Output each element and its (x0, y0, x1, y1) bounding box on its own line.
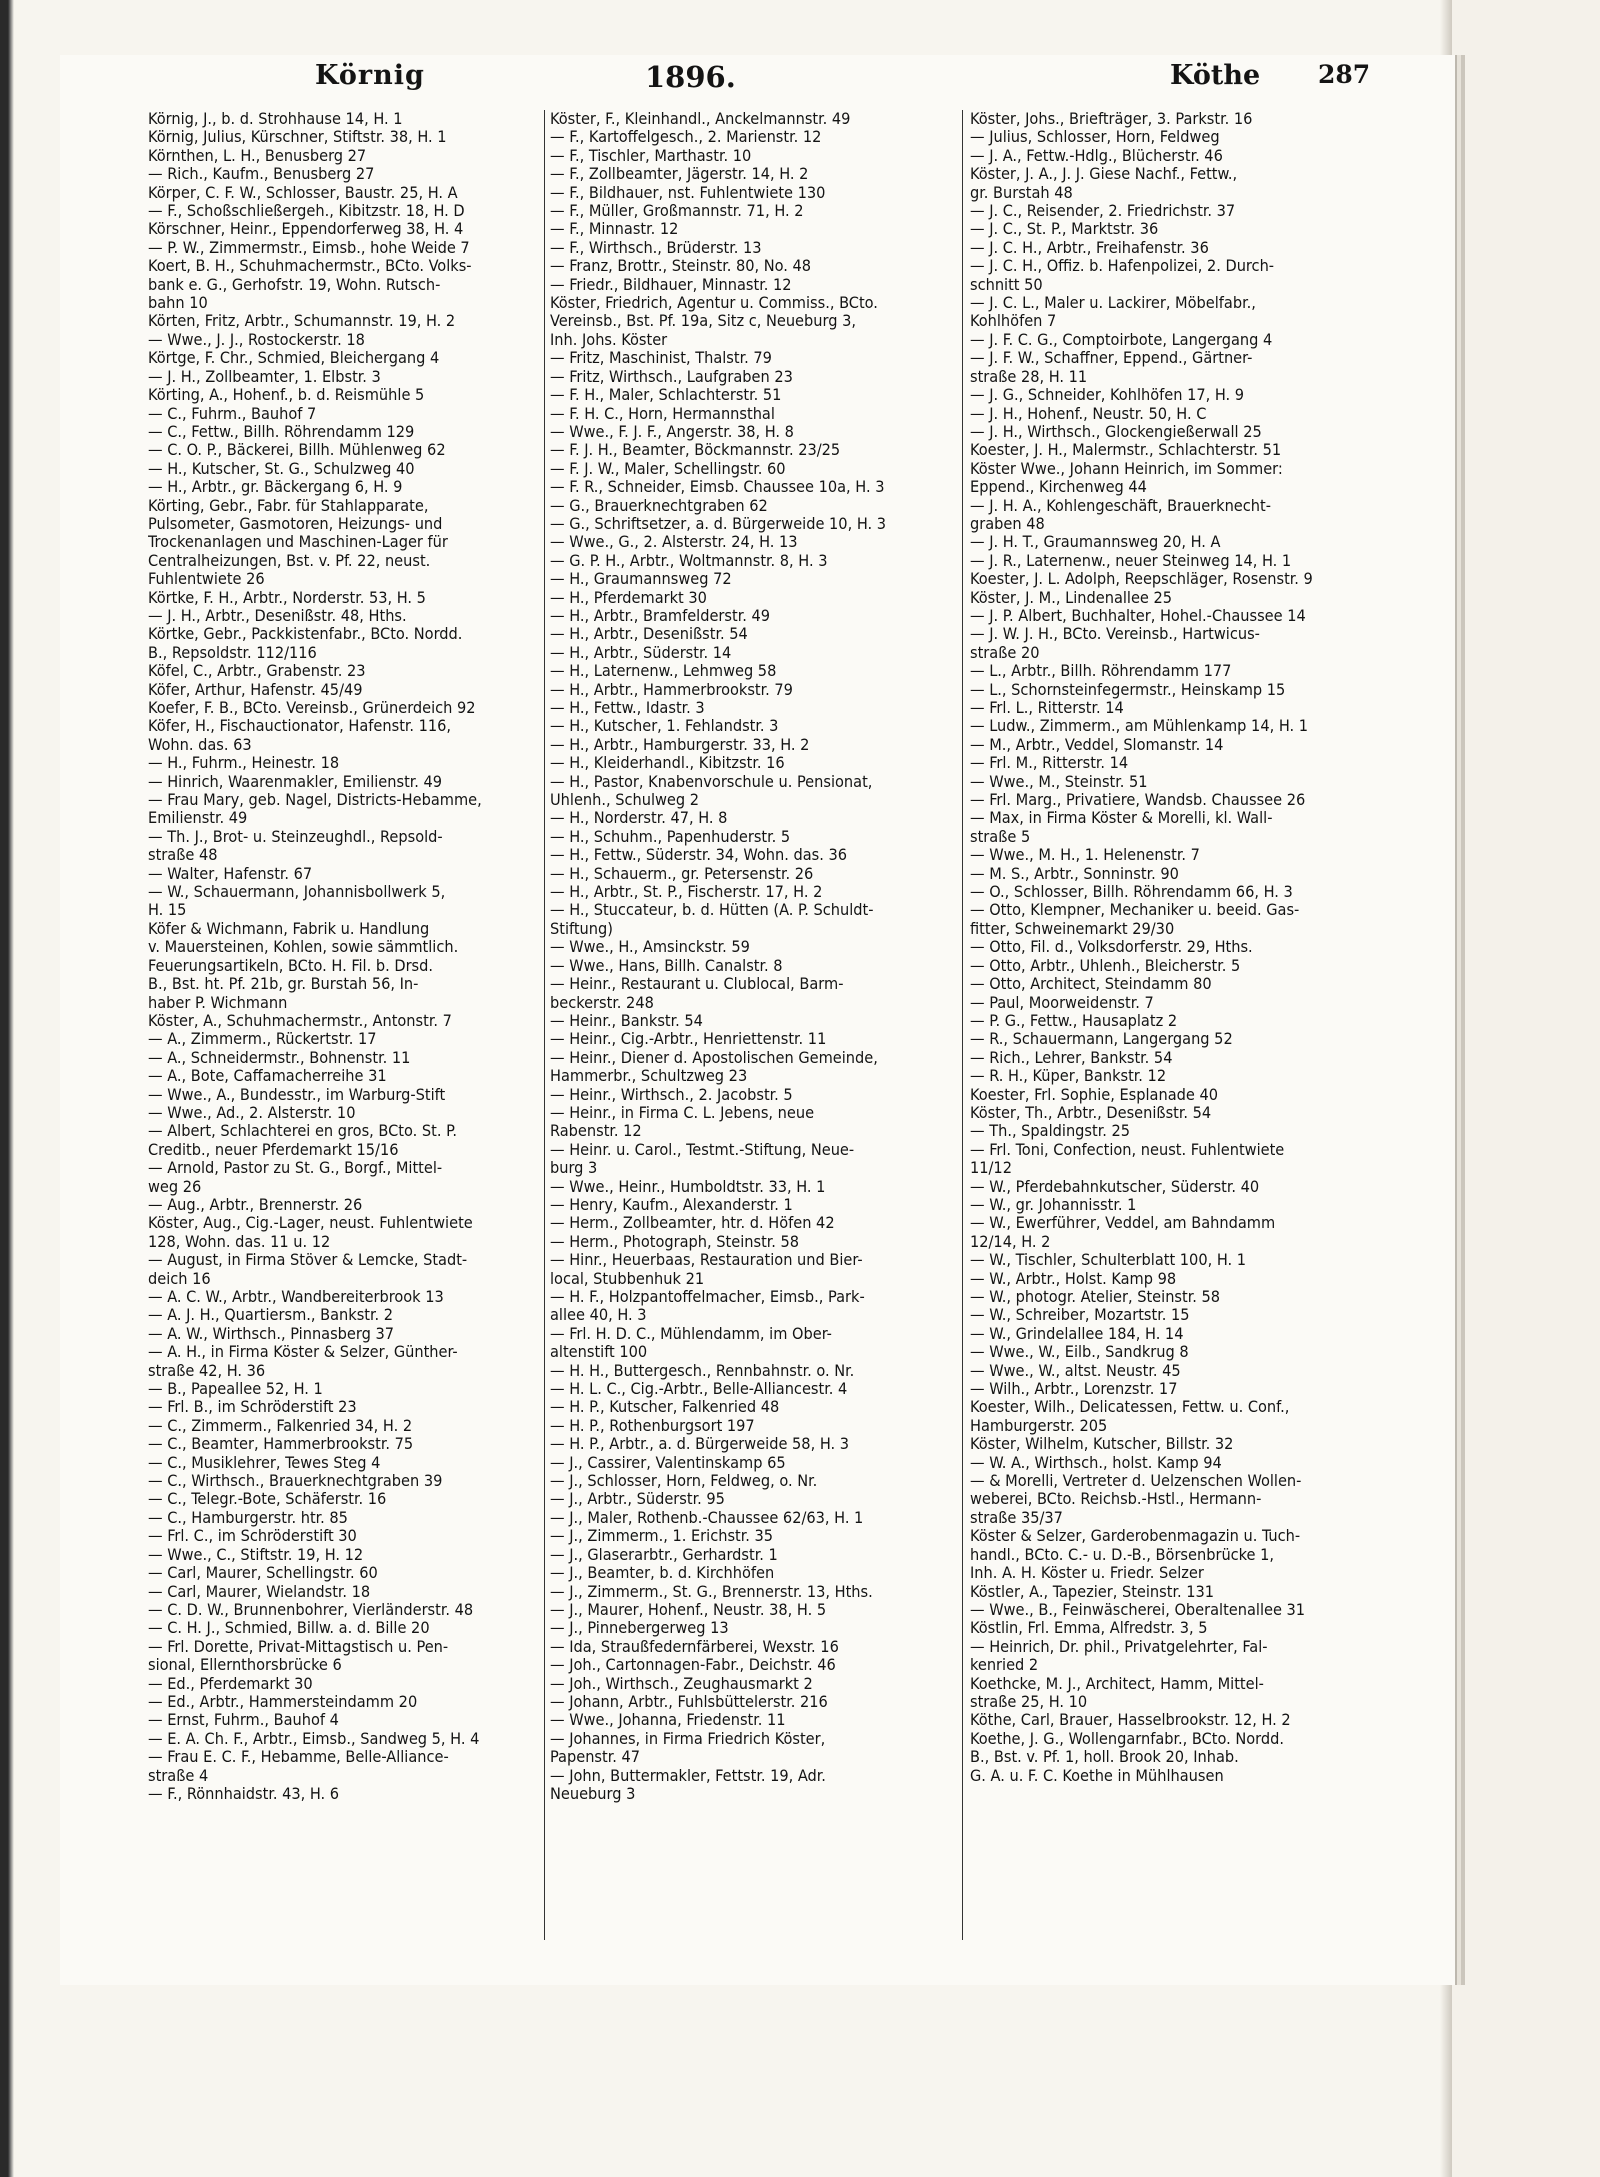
directory-entry-line: Köstlin, Frl. Emma, Alfredstr. 3, 5 (970, 1619, 1208, 1638)
directory-entry-line: — Friedr., Bildhauer, Minnastr. 12 (550, 275, 792, 294)
directory-entry-line: Körting, Gebr., Fabr. für Stahlapparate, (148, 496, 429, 515)
directory-entry-line: — Heinr., Diener d. Apostolischen Gemeinde, (550, 1048, 878, 1067)
directory-entry-line: — Ernst, Fuhrm., Bauhof 4 (148, 1711, 339, 1730)
directory-entry-line: — L., Arbtr., Billh. Röhrendamm 177 (970, 662, 1232, 681)
directory-entry-line: sional, Ellernthorsbrücke 6 (148, 1656, 342, 1675)
directory-entry-line: — H. F., Holzpantoffelmacher, Eimsb., Park- (550, 1288, 865, 1306)
directory-entry-line: Inh. A. H. Köster u. Friedr. Selzer (970, 1564, 1204, 1583)
directory-entry-line: beckerstr. 248 (550, 993, 654, 1012)
directory-entry-line: — W., Schreiber, Mozartstr. 15 (970, 1306, 1190, 1325)
directory-entry-line: — Ed., Arbtr., Hammersteindamm 20 (148, 1692, 418, 1711)
directory-entry-line: — H., Fuhrm., Heinestr. 18 (148, 754, 340, 773)
directory-entry-line: B., Bst. v. Pf. 1, holl. Brook 20, Inhab. (970, 1748, 1239, 1767)
directory-entry-line: handl., BCto. C.- u. D.-B., Börsenbrücke 1, (970, 1545, 1275, 1564)
directory-entry-line: — H., Norderstr. 47, H. 8 (550, 809, 728, 828)
directory-entry-line: — Th., Spaldingstr. 25 (970, 1122, 1130, 1141)
directory-entry-line: straße 5 (970, 827, 1031, 846)
directory-entry-line: Koethe, J. G., Wollengarnfabr., BCto. Nordd. (970, 1729, 1284, 1748)
directory-entry-line: — Fritz, Maschinist, Thalstr. 79 (550, 349, 772, 368)
running-head-left: Körnig (315, 60, 425, 91)
directory-entry-line: — John, Buttermakler, Fettstr. 19, Adr. (550, 1766, 826, 1785)
directory-entry-line: Koester, J. H., Malermstr., Schlachterstr. 51 (970, 441, 1282, 460)
directory-entry-line: Körtge, F. Chr., Schmied, Bleichergang 4 (148, 349, 440, 368)
directory-entry-line: — M., Arbtr., Veddel, Slomanstr. 14 (970, 735, 1224, 754)
directory-entry-line: Körschner, Heinr., Eppendorferweg 38, H. 4 (148, 220, 464, 239)
column-rule (544, 110, 545, 1940)
directory-entry-line: — F., Rönnhaidstr. 43, H. 6 (148, 1784, 340, 1803)
directory-entry-line: Vereinsb., Bst. Pf. 19a, Sitz c, Neueburg 3, (550, 312, 856, 331)
directory-entry-line: — Johann, Arbtr., Fuhlsbüttelerstr. 216 (550, 1692, 828, 1711)
running-head-right: Köthe (1170, 60, 1261, 91)
directory-entry-line: — Otto, Fil. d., Volksdorferstr. 29, Hths. (970, 938, 1253, 957)
directory-entry-line: Köster, Johs., Briefträger, 3. Parkstr. 16 (970, 110, 1253, 128)
directory-entry-line: — H., Kleiderhandl., Kibitzstr. 16 (550, 754, 785, 773)
directory-entry-line: — C., Beamter, Hammerbrookstr. 75 (148, 1435, 414, 1454)
directory-entry-line: — J., Maler, Rothenb.-Chaussee 62/63, H. 1 (550, 1508, 864, 1527)
directory-entry-line: — E. A. Ch. F., Arbtr., Eimsb., Sandweg 5, H. 4 (148, 1729, 480, 1748)
directory-entry-line: — A. H., in Firma Köster & Selzer, Günther- (148, 1343, 458, 1362)
directory-entry-line: — J., Pinnebergerweg 13 (550, 1619, 729, 1638)
directory-entry-line: — G., Brauerknechtgraben 62 (550, 496, 768, 515)
directory-entry-line: — Wwe., W., Eilb., Sandkrug 8 (970, 1343, 1189, 1362)
directory-entry-line: — Wwe., A., Bundesstr., im Warburg-Stift (148, 1085, 446, 1104)
directory-entry-line: — P. W., Zimmermstr., Eimsb., hohe Weide 7 (148, 238, 470, 257)
directory-entry-line: — G. P. H., Arbtr., Woltmannstr. 8, H. 3 (550, 551, 828, 570)
directory-entry-line: Wohn. das. 63 (148, 735, 252, 754)
page-header (90, 60, 1371, 100)
directory-entry-line: — W., photogr. Atelier, Steinstr. 58 (970, 1288, 1220, 1306)
directory-entry-line: — G., Schriftsetzer, a. d. Bürgerweide 10, H. 3 (550, 514, 887, 533)
directory-entry-line: Köster, F., Kleinhandl., Anckelmannstr. 49 (550, 110, 851, 128)
directory-entry-line: — Johannes, in Firma Friedrich Köster, (550, 1729, 826, 1748)
directory-entry-line: Fuhlentwiete 26 (148, 570, 265, 589)
directory-entry-line: — Heinr., in Firma C. L. Jebens, neue (550, 1103, 815, 1122)
directory-entry-line: Köster, Wilhelm, Kutscher, Billstr. 32 (970, 1435, 1234, 1454)
directory-entry-line: — C., Telegr.-Bote, Schäferstr. 16 (148, 1490, 387, 1509)
directory-entry-line: Köthe, Carl, Brauer, Hasselbrookstr. 12, H. 2 (970, 1711, 1291, 1730)
directory-entry-line: — & Morelli, Vertreter d. Uelzenschen Wollen- (970, 1472, 1302, 1491)
directory-entry-line: — J. C. H., Arbtr., Freihafenstr. 36 (970, 238, 1209, 257)
directory-entry-line: — Wwe., Johanna, Friedenstr. 11 (550, 1711, 786, 1730)
directory-entry-line: Creditb., neuer Pferdemarkt 15/16 (148, 1140, 399, 1159)
directory-entry-line: Koert, B. H., Schuhmachermstr., BCto. Volks- (148, 257, 472, 276)
directory-entry-line: — J. C. H., Offiz. b. Hafenpolizei, 2. Durch- (970, 257, 1275, 276)
directory-entry-line: Körnig, J., b. d. Strohhause 14, H. 1 (148, 110, 403, 128)
directory-entry-line: Körtke, F. H., Arbtr., Norderstr. 53, H. 5 (148, 588, 426, 607)
directory-entry-line: deich 16 (148, 1269, 211, 1288)
directory-entry-line: — H. P., Rothenburgsort 197 (550, 1416, 755, 1435)
directory-entry-line: — Hinr., Heuerbaas, Restauration und Bier- (550, 1251, 863, 1270)
directory-entry-line: Koester, Frl. Sophie, Esplanade 40 (970, 1085, 1218, 1104)
directory-entry-line: — H., Stuccateur, b. d. Hütten (A. P. Schuldt- (550, 901, 874, 920)
directory-entry-line: — J. W. J. H., BCto. Vereinsb., Hartwicus- (970, 625, 1260, 644)
directory-entry-line: — M. S., Arbtr., Sonninstr. 90 (970, 864, 1179, 883)
running-head-year: 1896. (645, 60, 736, 94)
directory-entry-line: — Wwe., Hans, Billh. Canalstr. 8 (550, 956, 783, 975)
directory-entry-line: straße 35/37 (970, 1508, 1063, 1527)
directory-entry-line: straße 42, H. 36 (148, 1361, 266, 1380)
directory-entry-line: — A., Bote, Caffamacherreihe 31 (148, 1067, 387, 1086)
directory-entry-line: — H., Pastor, Knabenvorschule u. Pensionat, (550, 772, 873, 791)
directory-entry-line: straße 25, H. 10 (970, 1692, 1088, 1711)
directory-entry-line: — Frl. Marg., Privatiere, Wandsb. Chaussee 26 (970, 791, 1306, 810)
directory-entry-line: — H., Kutscher, 1. Fehlandstr. 3 (550, 717, 779, 736)
directory-entry-line: gr. Burstah 48 (970, 183, 1073, 202)
directory-entry-line: — W., Pferdebahnkutscher, Süderstr. 40 (970, 1177, 1260, 1196)
directory-entry-line: — P. G., Fettw., Hausaplatz 2 (970, 1011, 1178, 1030)
directory-entry-line: — J. F. C. G., Comptoirbote, Langergang 4 (970, 330, 1273, 349)
directory-entry-line: — Hinrich, Waarenmakler, Emilienstr. 49 (148, 772, 443, 791)
directory-entry-line: — Frl. Toni, Confection, neust. Fuhlentwiete (970, 1140, 1285, 1159)
directory-entry-line: allee 40, H. 3 (550, 1306, 647, 1325)
directory-entry-line: — Wwe., M., Steinstr. 51 (970, 772, 1148, 791)
directory-entry-line: — Henry, Kaufm., Alexanderstr. 1 (550, 1195, 793, 1214)
directory-entry-line: — Frl. H. D. C., Mühlendamm, im Ober- (550, 1324, 832, 1343)
directory-entry-line: — August, in Firma Stöver & Lemcke, Stadt- (148, 1251, 468, 1270)
directory-entry-line: — Frl. Dorette, Privat-Mittagstisch u. Pen- (148, 1637, 449, 1656)
directory-entry-line: — Wwe., Heinr., Humboldtstr. 33, H. 1 (550, 1177, 826, 1196)
directory-entry-line: — B., Papeallee 52, H. 1 (148, 1380, 323, 1399)
directory-entry-line: — F., Schoßschließergeh., Kibitzstr. 18, H. D (148, 202, 465, 221)
directory-entry-line: Köster & Selzer, Garderobenmagazin u. Tuch- (970, 1527, 1301, 1546)
directory-entry-line: — Franz, Brottr., Steinstr. 80, No. 48 (550, 257, 812, 276)
directory-entry-line: — H., Laternenw., Lehmweg 58 (550, 662, 777, 681)
directory-entry-line: — Aug., Arbtr., Brennerstr. 26 (148, 1195, 363, 1214)
directory-entry-line: Koester, J. L. Adolph, Reepschläger, Rosenstr. 9 (970, 570, 1313, 589)
directory-entry-line: — J. F. W., Schaffner, Eppend., Gärtner- (970, 349, 1253, 368)
directory-entry-line: Centralheizungen, Bst. v. Pf. 22, neust. (148, 551, 431, 570)
directory-entry-line: — F. J. W., Maler, Schellingstr. 60 (550, 459, 786, 478)
directory-entry-line: — O., Schlosser, Billh. Röhrendamm 66, H. 3 (970, 883, 1293, 902)
directory-entry-line: — H., Arbtr., gr. Bäckergang 6, H. 9 (148, 478, 403, 497)
directory-entry-line: — J., Zimmerm., 1. Erichstr. 35 (550, 1527, 774, 1546)
directory-entry-line: Köfer, Arthur, Hafenstr. 45/49 (148, 680, 363, 699)
directory-entry-line: — J. C., St. P., Marktstr. 36 (970, 220, 1159, 239)
directory-entry-line: Köstler, A., Tapezier, Steinstr. 131 (970, 1582, 1214, 1601)
directory-entry-line: — F. R., Schneider, Eimsb. Chaussee 10a, H. 3 (550, 478, 885, 497)
directory-entry-line: — J. R., Laternenw., neuer Steinweg 14, H. 1 (970, 551, 1292, 570)
directory-entry-line: v. Mauersteinen, Kohlen, sowie sämmtlich. (148, 938, 459, 957)
directory-entry-line: — Carl, Maurer, Wielandstr. 18 (148, 1582, 371, 1601)
directory-entry-line: Papenstr. 47 (550, 1748, 640, 1767)
column-rule (962, 110, 963, 1940)
directory-entry-line: — H., Pferdemarkt 30 (550, 588, 707, 607)
directory-entry-line: — J., Arbtr., Süderstr. 95 (550, 1490, 725, 1509)
directory-entry-line: — Max, in Firma Köster & Morelli, kl. Wall- (970, 809, 1273, 828)
directory-entry-line: burg 3 (550, 1159, 598, 1178)
directory-entry-line: — Carl, Maurer, Schellingstr. 60 (148, 1564, 378, 1583)
directory-entry-line: Uhlenh., Schulweg 2 (550, 791, 700, 810)
directory-entry-line: 128, Wohn. das. 11 u. 12 (148, 1232, 331, 1251)
directory-entry-line: — W., Ewerführer, Veddel, am Bahndamm (970, 1214, 1276, 1233)
directory-entry-line: Köster, Friedrich, Agentur u. Commiss., BCto. (550, 294, 878, 313)
directory-column-2 (550, 110, 950, 1803)
directory-entry-line: Köfel, C., Arbtr., Grabenstr. 23 (148, 662, 366, 681)
directory-entry-line: — H., Arbtr., Hamburgerstr. 33, H. 2 (550, 735, 810, 754)
directory-entry-line: — H. P., Kutscher, Falkenried 48 (550, 1398, 780, 1417)
directory-entry-line: — C., Wirthsch., Brauerknechtgraben 39 (148, 1472, 443, 1491)
directory-entry-line: — J. H., Hohenf., Neustr. 50, H. C (970, 404, 1207, 423)
directory-entry-line: — H. L. C., Cig.-Arbtr., Belle-Alliancestr. 4 (550, 1380, 848, 1399)
directory-entry-line: straße 28, H. 11 (970, 367, 1088, 386)
directory-column-3 (970, 110, 1365, 1785)
directory-entry-line: — F. H. C., Horn, Hermannsthal (550, 404, 775, 423)
directory-entry-line: — Fritz, Wirthsch., Laufgraben 23 (550, 367, 793, 386)
directory-entry-line: — J., Glaserarbtr., Gerhardstr. 1 (550, 1545, 778, 1564)
directory-entry-line: — Arnold, Pastor zu St. G., Borgf., Mittel- (148, 1159, 443, 1178)
directory-entry-line: — H. H., Buttergesch., Rennbahnstr. o. Nr. (550, 1361, 855, 1380)
directory-entry-line: — Wwe., F. J. F., Angerstr. 38, H. 8 (550, 422, 794, 441)
directory-entry-line: B., Bst. ht. Pf. 21b, gr. Burstah 56, In- (148, 975, 419, 994)
directory-entry-line: Koester, Wilh., Delicatessen, Fettw. u. Conf., (970, 1398, 1290, 1417)
page-number: 287 (1318, 60, 1371, 89)
directory-entry-line: Köfer & Wichmann, Fabrik u. Handlung (148, 919, 430, 938)
directory-entry-line: — R., Schauermann, Langergang 52 (970, 1030, 1233, 1049)
directory-entry-line: — Frau E. C. F., Hebamme, Belle-Alliance- (148, 1748, 449, 1767)
directory-entry-line: — H., Fettw., Idastr. 3 (550, 699, 705, 717)
directory-entry-line: Körnthen, L. H., Benusberg 27 (148, 146, 367, 165)
directory-entry-line: Köster, Aug., Cig.-Lager, neust. Fuhlentwiete (148, 1214, 473, 1233)
directory-entry-line: Köster, J. A., J. J. Giese Nachf., Fettw., (970, 165, 1238, 184)
directory-entry-line: — Frau Mary, geb. Nagel, Districts-Hebamme, (148, 791, 482, 810)
directory-entry-line: — Wwe., W., altst. Neustr. 45 (970, 1361, 1181, 1380)
directory-entry-line: — Heinr. u. Carol., Testmt.-Stiftung, Neue- (550, 1140, 855, 1159)
directory-entry-line: — Otto, Architect, Steindamm 80 (970, 975, 1212, 994)
directory-entry-line: — C., Fuhrm., Bauhof 7 (148, 404, 317, 423)
directory-entry-line: — H., Schauerm., gr. Petersenstr. 26 (550, 864, 814, 883)
directory-entry-line: — C., Fettw., Billh. Röhrendamm 129 (148, 422, 415, 441)
directory-entry-line: 12/14, H. 2 (970, 1232, 1051, 1251)
directory-entry-line: — Heinr., Cig.-Arbtr., Henriettenstr. 11 (550, 1030, 827, 1049)
directory-entry-line: Trockenanlagen und Maschinen-Lager für (148, 533, 448, 552)
directory-entry-line: — F. J. H., Beamter, Böckmannstr. 23/25 (550, 441, 841, 460)
directory-entry-line: — Frl. B., im Schröderstift 23 (148, 1398, 357, 1417)
directory-entry-line: 11/12 (970, 1159, 1012, 1178)
directory-entry-line: — W. A., Wirthsch., holst. Kamp 94 (970, 1453, 1222, 1472)
directory-entry-line: — Otto, Arbtr., Uhlenh., Bleicherstr. 5 (970, 956, 1241, 975)
directory-entry-line: Koethcke, M. J., Architect, Hamm, Mittel- (970, 1674, 1264, 1693)
directory-entry-line: Köster, J. M., Lindenallee 25 (970, 588, 1173, 607)
directory-entry-line: straße 48 (148, 846, 218, 865)
directory-entry-line: — F., Kartoffelgesch., 2. Marienstr. 12 (550, 128, 822, 147)
directory-entry-line: — J. H. T., Graumannsweg 20, H. A (970, 533, 1221, 552)
directory-entry-line: Kohlhöfen 7 (970, 312, 1057, 331)
directory-entry-line: Feuerungsartikeln, BCto. H. Fil. b. Drsd. (148, 956, 434, 975)
directory-entry-line: Körper, C. F. W., Schlosser, Baustr. 25, H. A (148, 183, 458, 202)
directory-entry-line: G. A. u. F. C. Koethe in Mühlhausen (970, 1766, 1224, 1785)
directory-entry-line: bank e. G., Gerhofstr. 19, Wohn. Rutsch- (148, 275, 441, 294)
directory-entry-line: — Rich., Lehrer, Bankstr. 54 (970, 1048, 1173, 1067)
directory-entry-line: schnitt 50 (970, 275, 1043, 294)
directory-entry-line: — L., Schornsteinfegermstr., Heinskamp 15 (970, 680, 1286, 699)
directory-entry-line: — Heinr., Bankstr. 54 (550, 1011, 703, 1030)
directory-entry-line: — R. H., Küper, Bankstr. 12 (970, 1067, 1167, 1086)
directory-entry-line: — Herm., Zollbeamter, htr. d. Höfen 42 (550, 1214, 835, 1233)
directory-entry-line: — J. H. A., Kohlengeschäft, Brauerknecht- (970, 496, 1271, 515)
directory-entry-line: — Heinrich, Dr. phil., Privatgelehrter, Fal- (970, 1637, 1268, 1656)
directory-entry-line: Stiftung) (550, 919, 613, 938)
directory-entry-line: Pulsometer, Gasmotoren, Heizungs- und (148, 514, 443, 533)
directory-entry-line: — J. A., Fettw.-Hdlg., Blücherstr. 46 (970, 146, 1223, 165)
directory-entry-line: weberei, BCto. Reichsb.-Hstl., Hermann- (970, 1490, 1262, 1509)
directory-entry-line: — F., Minnastr. 12 (550, 220, 679, 239)
directory-entry-line: — A. C. W., Arbtr., Wandbereiterbrook 13 (148, 1288, 444, 1306)
directory-entry-line: Köster Wwe., Johann Heinrich, im Sommer: (970, 459, 1283, 478)
directory-entry-line: — C., Zimmerm., Falkenried 34, H. 2 (148, 1416, 413, 1435)
directory-entry-line: — J. C., Reisender, 2. Friedrichstr. 37 (970, 202, 1236, 221)
directory-entry-line: — H., Arbtr., Bramfelderstr. 49 (550, 606, 770, 625)
directory-entry-line: — H., Arbtr., Hammerbrookstr. 79 (550, 680, 793, 699)
directory-entry-line: — Th. J., Brot- u. Steinzeughdl., Repsold- (148, 827, 443, 846)
directory-entry-line: — J. H., Wirthsch., Glockengießerwall 25 (970, 422, 1262, 441)
directory-entry-line: — Frl. L., Ritterstr. 14 (970, 699, 1124, 717)
directory-entry-line: — F., Zollbeamter, Jägerstr. 14, H. 2 (550, 165, 809, 184)
directory-entry-line: — Wwe., B., Feinwäscherei, Oberaltenallee 31 (970, 1600, 1306, 1619)
directory-entry-line: — J. P. Albert, Buchhalter, Hohel.-Chaussee 14 (970, 606, 1306, 625)
directory-entry-line: — Joh., Wirthsch., Zeughausmarkt 2 (550, 1674, 813, 1693)
directory-entry-line: — F., Tischler, Marthastr. 10 (550, 146, 752, 165)
directory-entry-line: — A., Schneidermstr., Bohnenstr. 11 (148, 1048, 411, 1067)
directory-entry-line: — J., Maurer, Hohenf., Neustr. 38, H. 5 (550, 1600, 827, 1619)
directory-entry-line: — J., Zimmerm., St. G., Brennerstr. 13, Hths. (550, 1582, 873, 1601)
directory-entry-line: — Wilh., Arbtr., Lorenzstr. 17 (970, 1380, 1178, 1399)
directory-entry-line: fitter, Schweinemarkt 29/30 (970, 919, 1175, 938)
directory-entry-line: — Wwe., M. H., 1. Helenenstr. 7 (970, 846, 1200, 865)
directory-entry-line: B., Repsoldstr. 112/116 (148, 643, 317, 662)
directory-entry-line: — H., Fettw., Süderstr. 34, Wohn. das. 36 (550, 846, 847, 865)
directory-entry-line: Koefer, F. B., BCto. Vereinsb., Grünerdeich 92 (148, 699, 476, 717)
directory-entry-line: — C. H. J., Schmied, Billw. a. d. Bille 20 (148, 1619, 430, 1638)
directory-entry-line: — Heinr., Wirthsch., 2. Jacobstr. 5 (550, 1085, 793, 1104)
directory-entry-line: — H., Graumannsweg 72 (550, 570, 732, 589)
directory-entry-line: — A. J. H., Quartiersm., Bankstr. 2 (148, 1306, 394, 1325)
directory-entry-line: — Joh., Cartonnagen-Fabr., Deichstr. 46 (550, 1656, 836, 1675)
directory-entry-line: — H., Arbtr., Desenißstr. 54 (550, 625, 748, 644)
directory-entry-line: — W., Arbtr., Holst. Kamp 98 (970, 1269, 1177, 1288)
directory-entry-line: — H., Schuhm., Papenhuderstr. 5 (550, 827, 791, 846)
directory-entry-line: kenried 2 (970, 1656, 1039, 1675)
directory-entry-line: — Wwe., G., 2. Alsterstr. 24, H. 13 (550, 533, 798, 552)
directory-entry-line: Inh. Johs. Köster (550, 330, 668, 349)
directory-entry-line: — H., Arbtr., Süderstr. 14 (550, 643, 732, 662)
directory-entry-line: — F., Bildhauer, nst. Fuhlentwiete 130 (550, 183, 826, 202)
directory-entry-line: — J. H., Arbtr., Desenißstr. 48, Hths. (148, 606, 407, 625)
directory-entry-line: — F., Müller, Großmannstr. 71, H. 2 (550, 202, 804, 221)
directory-entry-line: — Herm., Photograph, Steinstr. 58 (550, 1232, 800, 1251)
directory-entry-line: Hamburgerstr. 205 (970, 1416, 1108, 1435)
directory-entry-line: — W., Grindelallee 184, H. 14 (970, 1324, 1184, 1343)
directory-entry-line: straße 20 (970, 643, 1040, 662)
directory-entry-line: — W., Schauermann, Johannisbollwerk 5, (148, 883, 446, 902)
directory-entry-line: — J. C. L., Maler u. Lackirer, Möbelfabr., (970, 294, 1256, 313)
directory-entry-line: — J., Beamter, b. d. Kirchhöfen (550, 1564, 775, 1583)
directory-entry-line: — Wwe., C., Stiftstr. 19, H. 12 (148, 1545, 364, 1564)
directory-entry-line: Hammerbr., Schultzweg 23 (550, 1067, 748, 1086)
directory-entry-line: Emilienstr. 49 (148, 809, 248, 828)
directory-column-1 (148, 110, 538, 1803)
directory-entry-line: Köster, A., Schuhmachermstr., Antonstr. 7 (148, 1011, 452, 1030)
directory-entry-line: Körnig, Julius, Kürschner, Stiftstr. 38, H. 1 (148, 128, 447, 147)
directory-entry-line: — Wwe., J. J., Rostockerstr. 18 (148, 330, 365, 349)
directory-entry-line: haber P. Wichmann (148, 993, 288, 1012)
directory-entry-line: weg 26 (148, 1177, 202, 1196)
directory-entry-line: Körting, A., Hohenf., b. d. Reismühle 5 (148, 386, 425, 405)
directory-entry-line: — Heinr., Restaurant u. Clublocal, Barm- (550, 975, 844, 994)
directory-entry-line: — Frl. M., Ritterstr. 14 (970, 754, 1129, 773)
directory-entry-line: Neueburg 3 (550, 1784, 636, 1803)
directory-entry-line: straße 4 (148, 1766, 209, 1785)
directory-entry-line: — A. W., Wirthsch., Pinnasberg 37 (148, 1324, 394, 1343)
directory-entry-line: — H., Arbtr., St. P., Fischerstr. 17, H. 2 (550, 883, 823, 902)
directory-entry-line: — J., Schlosser, Horn, Feldweg, o. Nr. (550, 1472, 818, 1491)
directory-entry-line: Körtke, Gebr., Packkistenfabr., BCto. Nordd. (148, 625, 463, 644)
directory-entry-line: Eppend., Kirchenweg 44 (970, 478, 1147, 497)
directory-entry-line: — Wwe., H., Amsinckstr. 59 (550, 938, 750, 957)
directory-entry-line: — J., Cassirer, Valentinskamp 65 (550, 1453, 786, 1472)
directory-entry-line: — W., Tischler, Schulterblatt 100, H. 1 (970, 1251, 1247, 1270)
directory-entry-line: — Paul, Moorweidenstr. 7 (970, 993, 1154, 1012)
directory-entry-line: — F., Wirthsch., Brüderstr. 13 (550, 238, 762, 257)
directory-entry-line: graben 48 (970, 514, 1045, 533)
directory-entry-line: altenstift 100 (550, 1343, 648, 1362)
directory-entry-line: — C. O. P., Bäckerei, Billh. Mühlenweg 62 (148, 441, 446, 460)
directory-entry-line: — Wwe., Ad., 2. Alsterstr. 10 (148, 1103, 356, 1122)
directory-entry-line: — H., Kutscher, St. G., Schulzweg 40 (148, 459, 415, 478)
directory-entry-line: — Walter, Hafenstr. 67 (148, 864, 313, 883)
directory-entry-line: — Rich., Kaufm., Benusberg 27 (148, 165, 375, 184)
directory-entry-line: — Otto, Klempner, Mechaniker u. beeid. Gas- (970, 901, 1300, 920)
directory-entry-line: — Ida, Straußfedernfärberei, Wexstr. 16 (550, 1637, 839, 1656)
directory-entry-line: — W., gr. Johannisstr. 1 (970, 1195, 1137, 1214)
directory-entry-line: — Albert, Schlachterei en gros, BCto. St. P. (148, 1122, 457, 1141)
directory-entry-line: Köfer, H., Fischauctionator, Hafenstr. 116, (148, 717, 452, 736)
directory-entry-line: — Ed., Pferdemarkt 30 (148, 1674, 313, 1693)
directory-entry-line: Köster, Th., Arbtr., Desenißstr. 54 (970, 1103, 1212, 1122)
directory-entry-line: — C. D. W., Brunnenbohrer, Vierländerstr. 48 (148, 1600, 474, 1619)
directory-entry-line: — C., Hamburgerstr. htr. 85 (148, 1508, 348, 1527)
directory-entry-line: local, Stubbenhuk 21 (550, 1269, 705, 1288)
directory-entry-line: — A., Zimmerm., Rückertstr. 17 (148, 1030, 377, 1049)
directory-entry-line: Rabenstr. 12 (550, 1122, 642, 1141)
directory-entry-line: — C., Musiklehrer, Tewes Steg 4 (148, 1453, 381, 1472)
directory-entry-line: — J. G., Schneider, Kohlhöfen 17, H. 9 (970, 386, 1245, 405)
directory-entry-line: — H. P., Arbtr., a. d. Bürgerweide 58, H. 3 (550, 1435, 849, 1454)
directory-entry-line: H. 15 (148, 901, 187, 920)
directory-entry-line: — F. H., Maler, Schlachterstr. 51 (550, 386, 782, 405)
directory-entry-line: Körten, Fritz, Arbtr., Schumannstr. 19, H. 2 (148, 312, 456, 331)
directory-entry-line: bahn 10 (148, 294, 208, 313)
directory-entry-line: — Frl. C., im Schröderstift 30 (148, 1527, 357, 1546)
directory-entry-line: — J. H., Zollbeamter, 1. Elbstr. 3 (148, 367, 381, 386)
directory-entry-line: — Julius, Schlosser, Horn, Feldweg (970, 128, 1220, 147)
directory-entry-line: — Ludw., Zimmerm., am Mühlenkamp 14, H. 1 (970, 717, 1309, 736)
